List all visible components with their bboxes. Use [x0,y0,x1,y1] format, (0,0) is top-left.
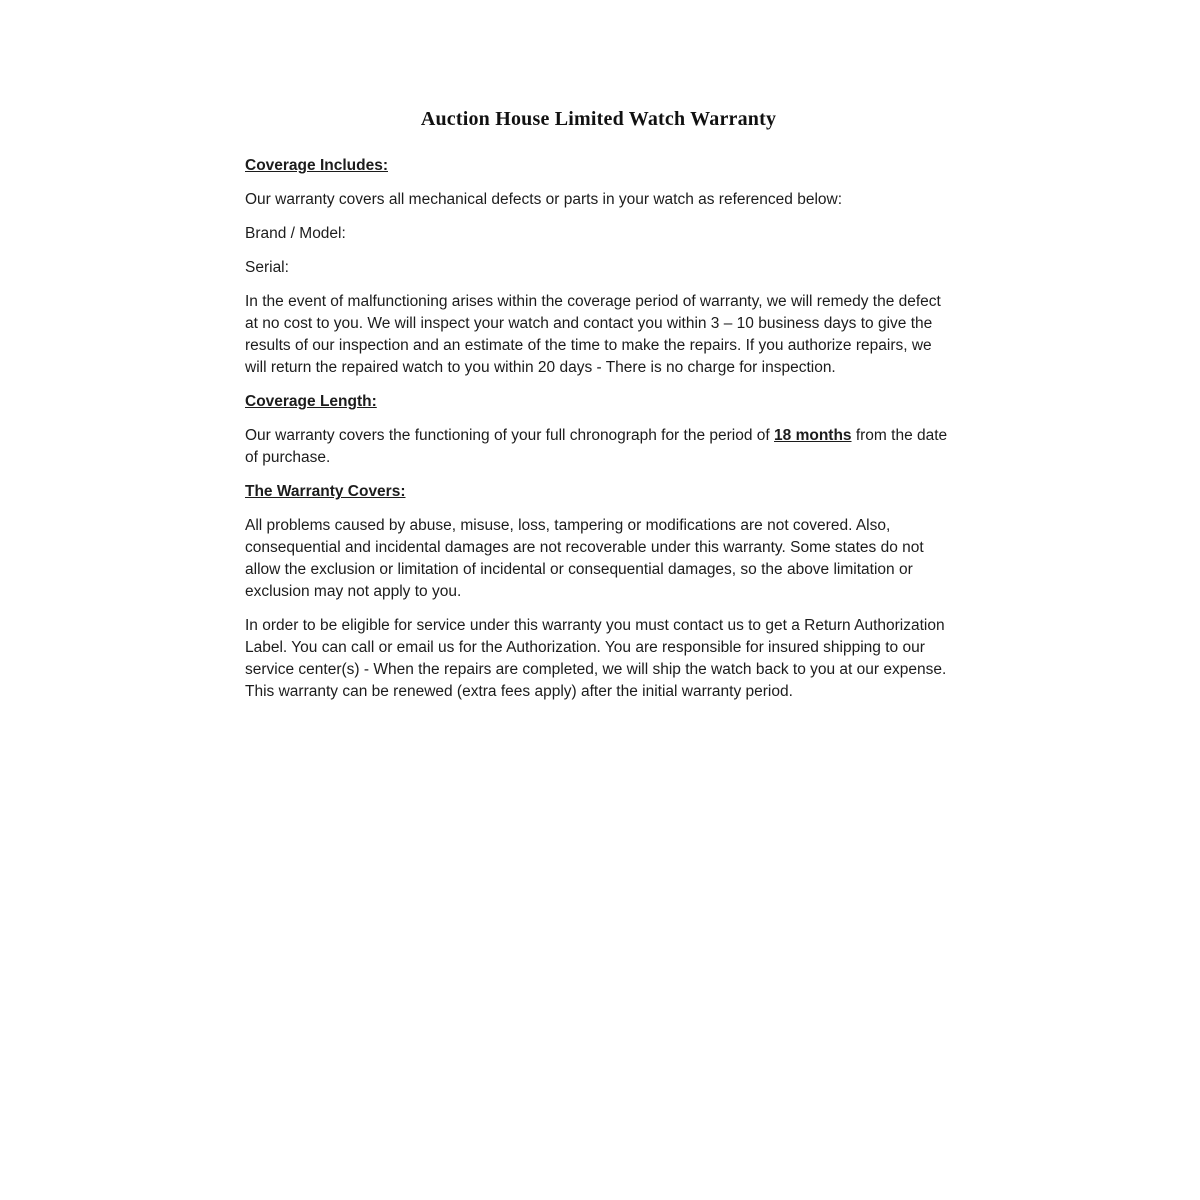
warranty-covers-heading: The Warranty Covers: [245,483,406,500]
coverage-length-text-after: from the date of purchase. [245,427,948,466]
warranty-document [245,108,952,715]
brand-model-label: Brand / Model: [245,225,346,242]
coverage-length-paragraph [245,425,952,469]
section-coverage-length [245,391,952,469]
serial-label: Serial: [245,259,289,276]
section-coverage-includes [245,155,952,379]
coverage-includes-intro: Our warranty covers all mechanical defects or parts in your watch as referenced below: [245,191,843,208]
coverage-length-text-before: Our warranty covers the functioning of your full chronograph for the period of [245,427,775,444]
coverage-length-duration: 18 months [774,427,852,444]
section-warranty-covers [245,481,952,703]
coverage-includes-details: In the event of malfunctioning arises within the coverage period of warranty, we will remedy the defect at no cost to you. We will inspect your watch and contact you within 3 – 10 business days to give the results of our inspection and an estimate of the time to make the repairs. If you authorize repairs, we will return the repaired watch to you within 20 days - There is no charge for inspection. [245,293,941,376]
service-instructions-paragraph: In order to be eligible for service under this warranty you must contact us to get a Return Authorization Label. You can call or email us for the Authorization. You are responsible for insured shipping to our service center(s) - When the repairs are completed, we will ship the watch back to you at our expense. This warranty can be renewed (extra fees apply) after the initial warranty period. [245,617,947,700]
warranty-exclusions-paragraph: All problems caused by abuse, misuse, loss, tampering or modifications are not covered. Also, consequential and incidental damages are not recoverable under this warranty. Some states do not allow the exclusion or limitation of incidental or consequential damages, so the above limitation or exclusion may not apply to you. [245,517,924,600]
coverage-includes-heading: Coverage Includes: [245,157,388,174]
coverage-length-heading: Coverage Length: [245,393,377,410]
page-title: Auction House Limited Watch Warranty [420,108,777,130]
